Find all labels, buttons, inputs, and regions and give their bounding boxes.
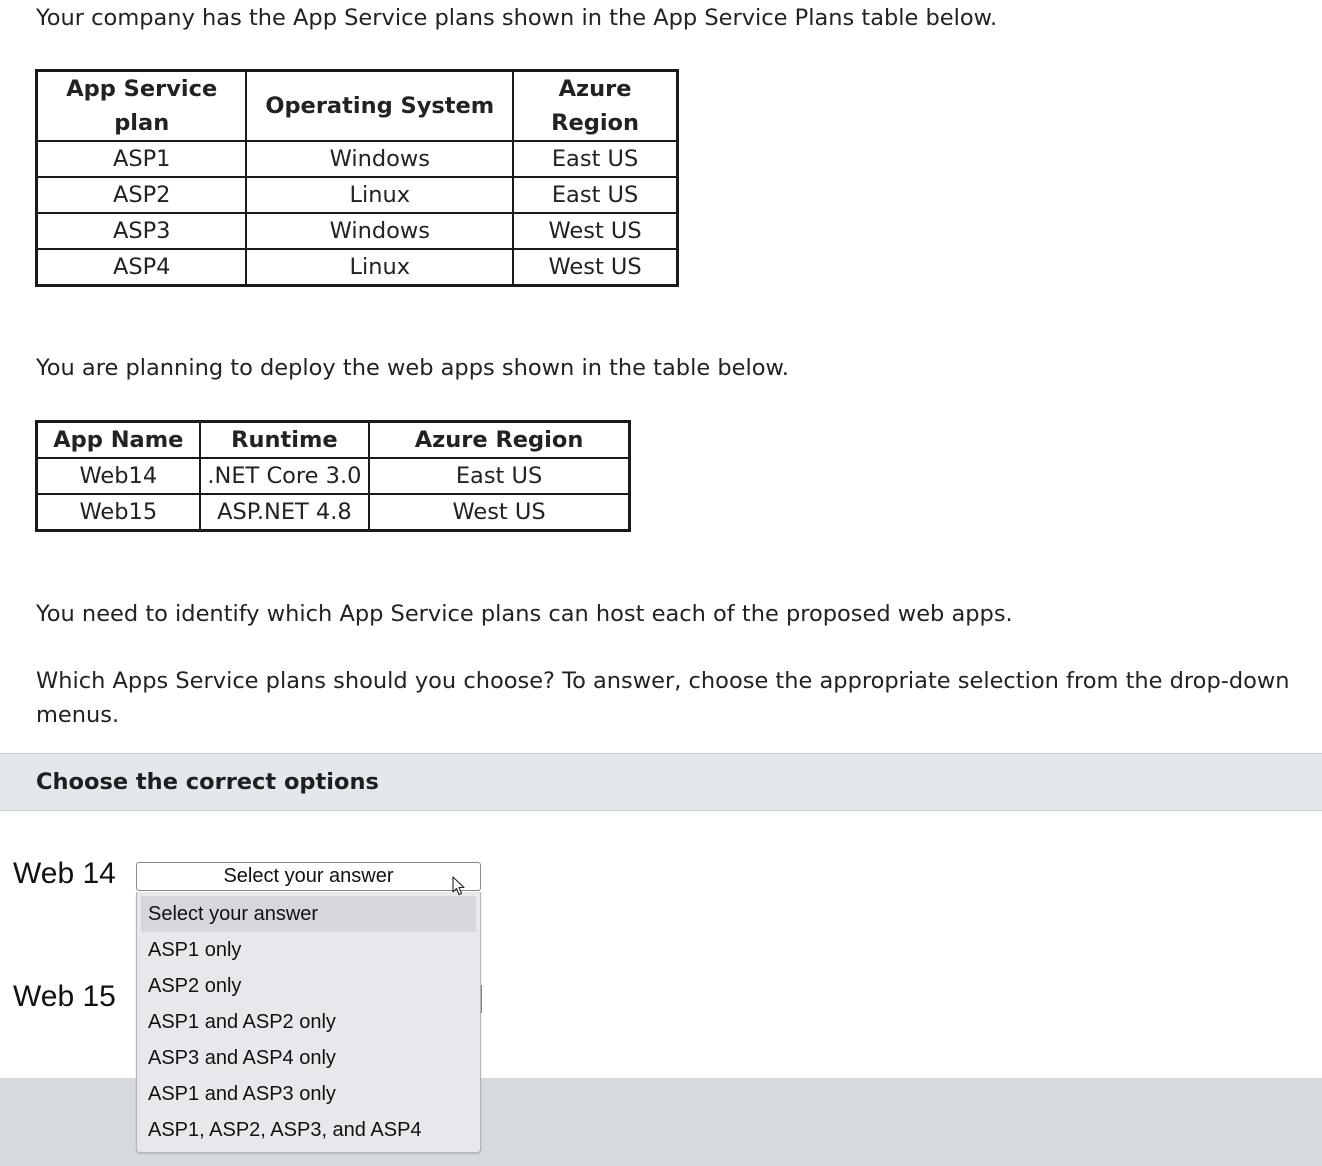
header-app-name: App Name <box>37 422 200 459</box>
cell-runtime: .NET Core 3.0 <box>200 458 369 494</box>
dropdown-option-all-plans[interactable]: ASP1, ASP2, ASP3, and ASP4 <box>148 1119 422 1141</box>
web15-label: Web 15 <box>13 980 116 1013</box>
table-row <box>37 494 630 531</box>
web14-select[interactable]: Select your answer <box>136 862 481 891</box>
options-header-bar <box>0 753 1322 811</box>
instruction-text: Which Apps Service plans should you choose? To answer, choose the appropriate selection from the drop-down menus. <box>36 668 1290 728</box>
dropdown-option-asp2-only[interactable]: ASP2 only <box>148 975 242 997</box>
options-title: Choose the correct options <box>36 769 379 795</box>
cell-region: West US <box>369 494 629 531</box>
header-operating-system: Operating System <box>246 71 513 142</box>
table-header-row <box>37 422 630 459</box>
cell-plan: ASP4 <box>37 249 247 286</box>
intro-text: Your company has the App Service plans shown in the App Service Plans table below. <box>36 5 998 31</box>
cell-region: East US <box>513 177 677 213</box>
cell-plan: ASP1 <box>37 141 247 177</box>
table-row <box>37 177 678 213</box>
table-row <box>37 141 678 177</box>
cell-app-name: Web15 <box>37 494 200 531</box>
cell-region: East US <box>369 458 629 494</box>
web14-dropdown-list <box>136 892 481 1153</box>
cell-os: Linux <box>246 249 513 286</box>
cell-plan: ASP2 <box>37 177 247 213</box>
dropdown-option-asp1-only[interactable]: ASP1 only <box>148 939 242 961</box>
cell-os: Windows <box>246 141 513 177</box>
dropdown-option-asp1-and-asp2[interactable]: ASP1 and ASP2 only <box>148 1011 336 1033</box>
cell-os: Linux <box>246 177 513 213</box>
cell-region: West US <box>513 213 677 249</box>
header-azure-region: Azure Region <box>513 71 677 142</box>
mouse-cursor-icon <box>452 876 466 896</box>
cell-runtime: ASP.NET 4.8 <box>200 494 369 531</box>
table-row <box>37 213 678 249</box>
web14-label: Web 14 <box>13 857 116 890</box>
table-header-row <box>37 71 678 142</box>
header-azure-region: Azure Region <box>369 422 629 459</box>
dropdown-option-asp1-and-asp3[interactable]: ASP1 and ASP3 only <box>148 1083 336 1105</box>
table-row <box>37 458 630 494</box>
header-runtime: Runtime <box>200 422 369 459</box>
web-apps-table <box>35 420 631 532</box>
app-service-plans-table <box>35 69 679 287</box>
dropdown-option-select-your-answer[interactable]: Select your answer <box>141 896 476 932</box>
cell-os: Windows <box>246 213 513 249</box>
identify-text: You need to identify which App Service plans can host each of the proposed web apps. <box>36 601 1013 627</box>
cell-app-name: Web14 <box>37 458 200 494</box>
table-row <box>37 249 678 286</box>
cell-region: East US <box>513 141 677 177</box>
cell-region: West US <box>513 249 677 286</box>
cell-plan: ASP3 <box>37 213 247 249</box>
header-app-service-plan: App Service plan <box>37 71 247 142</box>
dropdown-option-asp3-and-asp4[interactable]: ASP3 and ASP4 only <box>148 1047 336 1069</box>
deploy-text: You are planning to deploy the web apps shown in the table below. <box>36 355 789 381</box>
